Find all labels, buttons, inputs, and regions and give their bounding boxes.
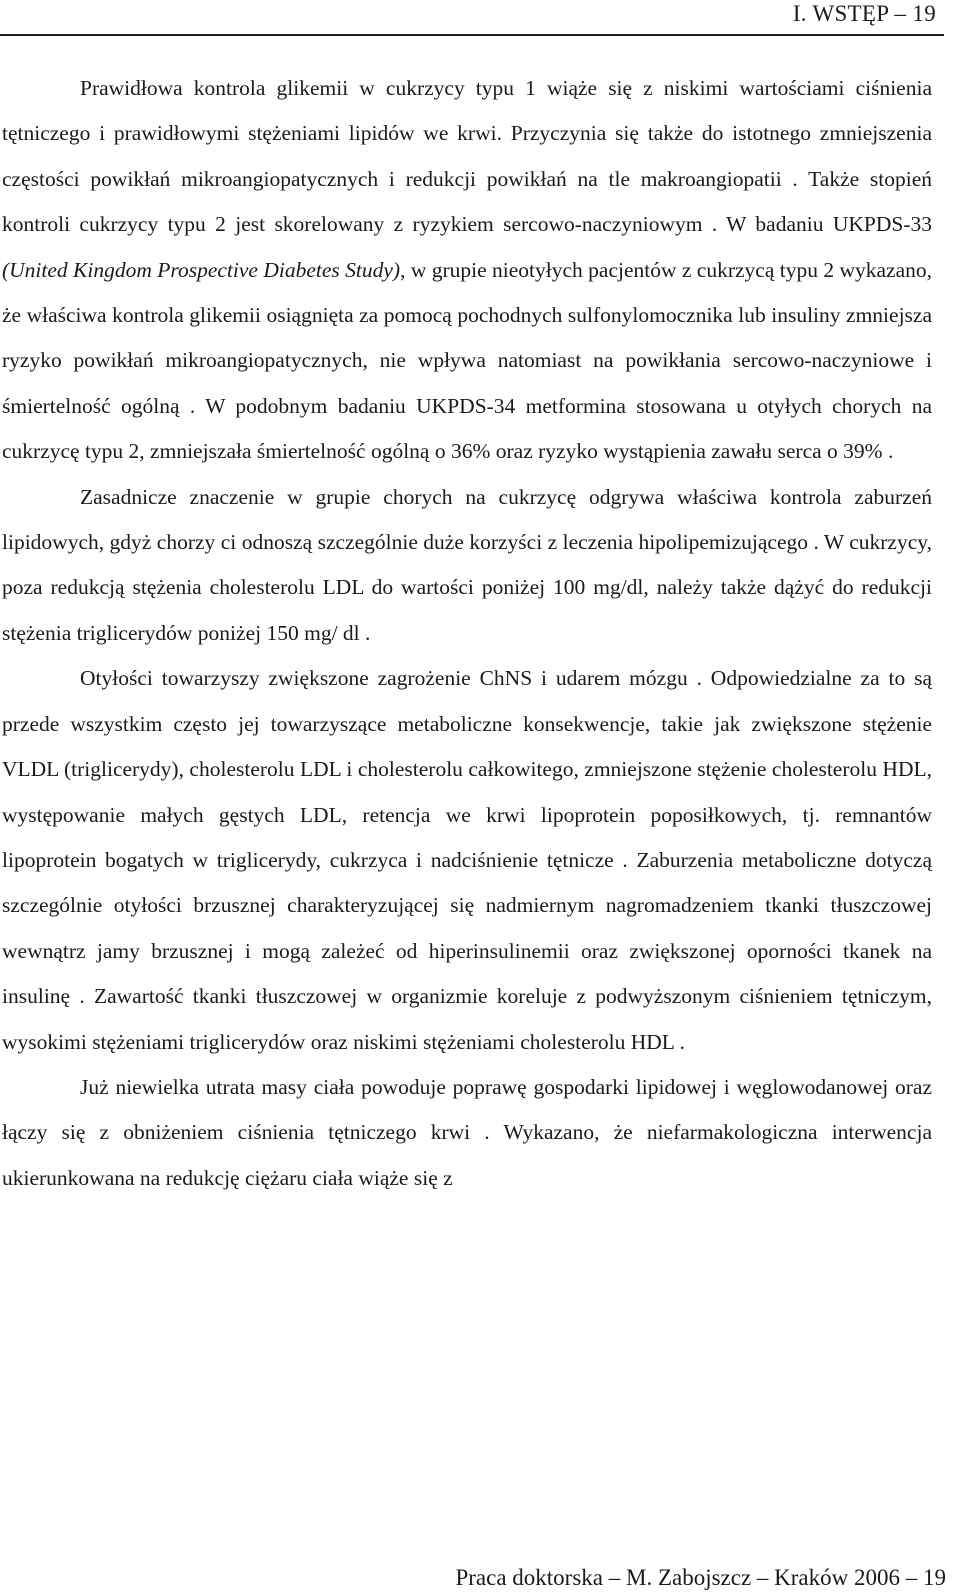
- p1-segment-1: Prawidłowa kontrola glikemii w cukrzycy typu 1 wiąże się z niskimi wartościami ciśnienia tętniczego i prawidłowymi stężeniami lipidów we krwi. Przyczynia się także do istotnego zmniejszenia częstości powikłań mikroangiopatycznych i redukcji powikłań na tle makroangiopatii . Także stopień kontroli cukrzycy typu 2 jest skorelowany z ryzykiem sercowo-naczyniowym . W badaniu UKPDS-33: [2, 76, 932, 237]
- p4-segment-1: Już niewielka utrata masy ciała powoduje poprawę gospodarki lipidowej i węglowodanowej oraz łączy się z obniżeniem ciśnienia tętniczego krwi . Wykazano, że niefarmakologiczna interwencja ukierunkowana na redukcję ciężaru ciała wiąże się z: [2, 1074, 932, 1190]
- paragraph-4: [2, 1065, 932, 1201]
- paragraph-3: [2, 656, 932, 1065]
- paragraph-1: [2, 66, 932, 475]
- p3-segment-1: Otyłości towarzyszy zwiększone zagrożenie ChNS i udarem mózgu . Odpowiedzialne za to są przede wszystkim często jej towarzyszące metaboliczne konsekwencje, takie jak zwiększone stężenie VLDL (triglicerydy), cholesterolu LDL i cholesterolu całkowitego, zmniejszone stężenie cholesterolu HDL, występowanie małych gęstych LDL, retencja we krwi lipoprotein poposiłkowych, tj. remnantów lipoprotein bogatych w triglicerydy, cukrzyca i nadciśnienie tętnicze . Zaburzenia metaboliczne dotyczą szczególnie otyłości brzusznej charakteryzującej się nadmiernym nagromadzeniem tkanki tłuszczowej wewnątrz jamy brzusznej i mogą zależeć od hiperinsulinemii oraz zwiększonej oporności tkanek na insulinę . Zawartość tkanki tłuszczowej w organizmie koreluje z podwyższonym ciśnieniem tętniczym, wysokimi stężeniami triglicerydów oraz niskimi stężeniami cholesterolu HDL .: [2, 666, 932, 1054]
- p2-segment-1: Zasadnicze znaczenie w grupie chorych na cukrzycę odgrywa właściwa kontrola zaburzeń lipidowych, gdyż chorzy ci odnoszą szczególnie duże korzyści z leczenia hipolipemizującego . W cukrzycy, poza redukcją stężenia cholesterolu LDL do wartości poniżej 100 mg/dl, należy także dążyć do redukcji stężenia triglicerydów poniżej 150 mg/ dl .: [2, 484, 932, 645]
- p1-segment-3: , w grupie nieotyłych pacjentów z cukrzycą typu 2 wykazano, że właściwa kontrola glikemii osiągnięta za pomocą pochodnych sulfonylomocznika lub insuliny zmniejsza ryzyko powikłań mikroangiopatycznych, nie wpływa natomiast na powikłania sercowo-naczyniowe i śmiertelność ogólną . W podobnym badaniu UKPDS-34 metformina stosowana u otyłych chorych na cukrzycę typu 2, zmniejszała śmiertelność ogólną o 36% oraz ryzyko wystąpienia zawału serca o 39% .: [2, 257, 932, 464]
- study-name-italic: (United Kingdom Prospective Diabetes Study): [2, 257, 401, 282]
- paragraph-2: [2, 475, 932, 657]
- page-footer: Praca doktorska – M. Zabojszcz – Kraków 2006 – 19: [455, 1565, 946, 1590]
- page-header: [0, 0, 944, 36]
- body-text: [2, 66, 932, 1201]
- running-title: I. WSTĘP – 19: [792, 1, 936, 26]
